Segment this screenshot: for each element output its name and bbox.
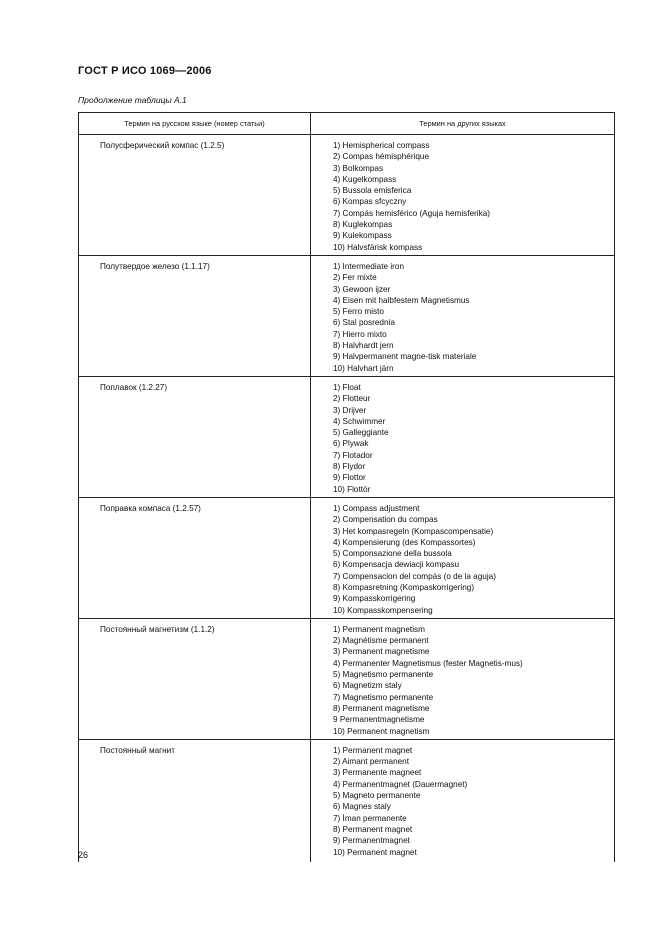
terms-table [78, 112, 615, 862]
foreign-term-item: 3) Het kompasregeln (Kompascompensatie) [333, 526, 494, 536]
foreign-terms-cell [311, 497, 615, 618]
foreign-term-item: 5) Componsazione della bussola [333, 549, 452, 559]
foreign-term-item: 4) Kompensierung (des Kompassortes) [333, 537, 476, 547]
foreign-term-item: 3) Drijver [333, 405, 367, 415]
russian-term-cell: Поправка компаса (1.2.57) [79, 497, 311, 618]
foreign-term-item: 9) Halvpermanent magne-tisk materiale [333, 352, 477, 362]
foreign-term-item: 7) Magnetismo permanente [333, 692, 434, 702]
foreign-term-item: 5) Bussola emisferica [333, 186, 412, 196]
foreign-term-item: 8) Flydor [333, 462, 366, 472]
foreign-term-item: 10) Kompasskompensering [333, 605, 433, 615]
foreign-term-item: 5) Magneto permanente [333, 791, 421, 801]
foreign-term-item: 10) Flottör [333, 484, 371, 494]
foreign-terms-cell [311, 618, 615, 739]
foreign-term-item: 3) Permanente magneet [333, 768, 422, 778]
foreign-term-item: 1) Intermediate iron [333, 261, 404, 271]
foreign-terms-list [333, 261, 614, 374]
foreign-term-item: 10) Permanent magnetism [333, 726, 430, 736]
foreign-term-item: 10) Halvhart järn [333, 363, 394, 373]
foreign-term-item: 6) Kompas sfcyczny [333, 197, 407, 207]
russian-term-cell: Поплавок (1.2.27) [79, 376, 311, 497]
foreign-term-item: 6) Plywak [333, 439, 369, 449]
table-body [79, 135, 615, 862]
foreign-terms-list [333, 624, 614, 737]
foreign-term-item: 5) Ferro misto [333, 307, 384, 317]
foreign-term-item: 9) Permanentmagnet [333, 836, 410, 846]
foreign-terms-cell [311, 376, 615, 497]
header-russian-term: Термин на русском языке (номер статьи) [79, 113, 311, 135]
foreign-term-item: 9) Kompasskorrigering [333, 594, 416, 604]
table-row [79, 135, 615, 256]
header-foreign-terms: Термин на других языках [311, 113, 615, 135]
table-caption: Продолжение таблицы А.1 [78, 95, 187, 105]
foreign-term-item: 7) Compás hemisférico (Aguja hemisferika) [333, 208, 490, 218]
foreign-term-item: 4) Eisen mit halbfestem Magnetismus [333, 295, 470, 305]
foreign-terms-list [333, 503, 614, 616]
foreign-term-item: 2) Compensation du compas [333, 515, 438, 525]
document-title: ГОСТ Р ИСО 1069—2006 [78, 65, 212, 77]
table-row [79, 255, 615, 376]
russian-term-cell: Постоянный магнит [79, 739, 311, 861]
foreign-term-item: 4) Schwimmer [333, 416, 386, 426]
foreign-term-item: 8) Kompasretning (Kompaskorrigering) [333, 582, 475, 592]
foreign-terms-cell [311, 135, 615, 256]
foreign-term-item: 1) Permanent magnetism [333, 624, 425, 634]
russian-term-cell: Полутвердое железо (1.1.17) [79, 255, 311, 376]
foreign-terms-cell [311, 255, 615, 376]
foreign-term-item: 1) Permanent magnet [333, 745, 413, 755]
table-row [79, 497, 615, 618]
russian-term-cell: Полусферический компас (1.2.5) [79, 135, 311, 256]
foreign-term-item: 9 Permanentmagnetisme [333, 715, 425, 725]
foreign-term-item: 4) Permanenter Magnetismus (fester Magnetis-mus) [333, 658, 523, 668]
russian-term-cell: Постоянный магнетизм (1.1.2) [79, 618, 311, 739]
foreign-term-item: 7) Compensacion del compás (o de la aguja) [333, 571, 496, 581]
foreign-term-item: 6) Kompensacja dewiacji kompasu [333, 560, 460, 570]
foreign-term-item: 2) Compas hémisphérique [333, 152, 430, 162]
foreign-term-item: 3) Gewoon ijzer [333, 284, 391, 294]
foreign-term-item: 6) Magnetizm staly [333, 681, 402, 691]
foreign-term-item: 8) Permanent magnetisme [333, 703, 430, 713]
foreign-term-item: 3) Bolkompas [333, 163, 384, 173]
foreign-term-item: 7) Hierro mixto [333, 329, 387, 339]
table-header-row [79, 113, 615, 135]
foreign-term-item: 4) Permanentmagnet (Dauermagnet) [333, 779, 468, 789]
foreign-term-item: 8) Halvhardt jern [333, 341, 394, 351]
foreign-term-item: 2) Aimant permanent [333, 757, 410, 767]
foreign-term-item: 9) Flottor [333, 473, 366, 483]
foreign-terms-list [333, 140, 614, 253]
foreign-term-item: 1) Compass adjustment [333, 503, 420, 513]
foreign-term-item: 7) İman permanente [333, 813, 407, 823]
page-number: 26 [78, 850, 89, 860]
table-row [79, 376, 615, 497]
foreign-term-item: 5) Galleggiante [333, 428, 389, 438]
foreign-term-item: 10) Halvsfärisk kompass [333, 242, 423, 252]
foreign-term-item: 3) Permanent magnetisme [333, 647, 430, 657]
foreign-term-item: 10) Permanent magnet [333, 847, 417, 857]
table-row [79, 739, 615, 861]
foreign-term-item: 7) Flotador [333, 450, 373, 460]
foreign-term-item: 2) Flotteur [333, 394, 371, 404]
foreign-term-item: 6) Stal posrednia [333, 318, 395, 328]
foreign-term-item: 5) Magnetismo permanente [333, 670, 434, 680]
foreign-terms-list [333, 382, 614, 495]
foreign-term-item: 4) Kugelkompass [333, 174, 397, 184]
foreign-term-item: 8) Kuglekompas [333, 220, 393, 230]
foreign-term-item: 8) Permanent magnet [333, 824, 413, 834]
foreign-term-item: 9) Kulekompass [333, 231, 392, 241]
foreign-term-item: 1) Float [333, 382, 361, 392]
foreign-terms-cell [311, 739, 615, 861]
foreign-term-item: 6) Magnes staly [333, 802, 391, 812]
foreign-term-item: 2) Fer mixte [333, 273, 377, 283]
foreign-term-item: 1) Hemispherical compass [333, 141, 430, 150]
foreign-term-item: 2) Magnétisme permanent [333, 636, 429, 646]
foreign-terms-list [333, 745, 614, 858]
table-row [79, 618, 615, 739]
